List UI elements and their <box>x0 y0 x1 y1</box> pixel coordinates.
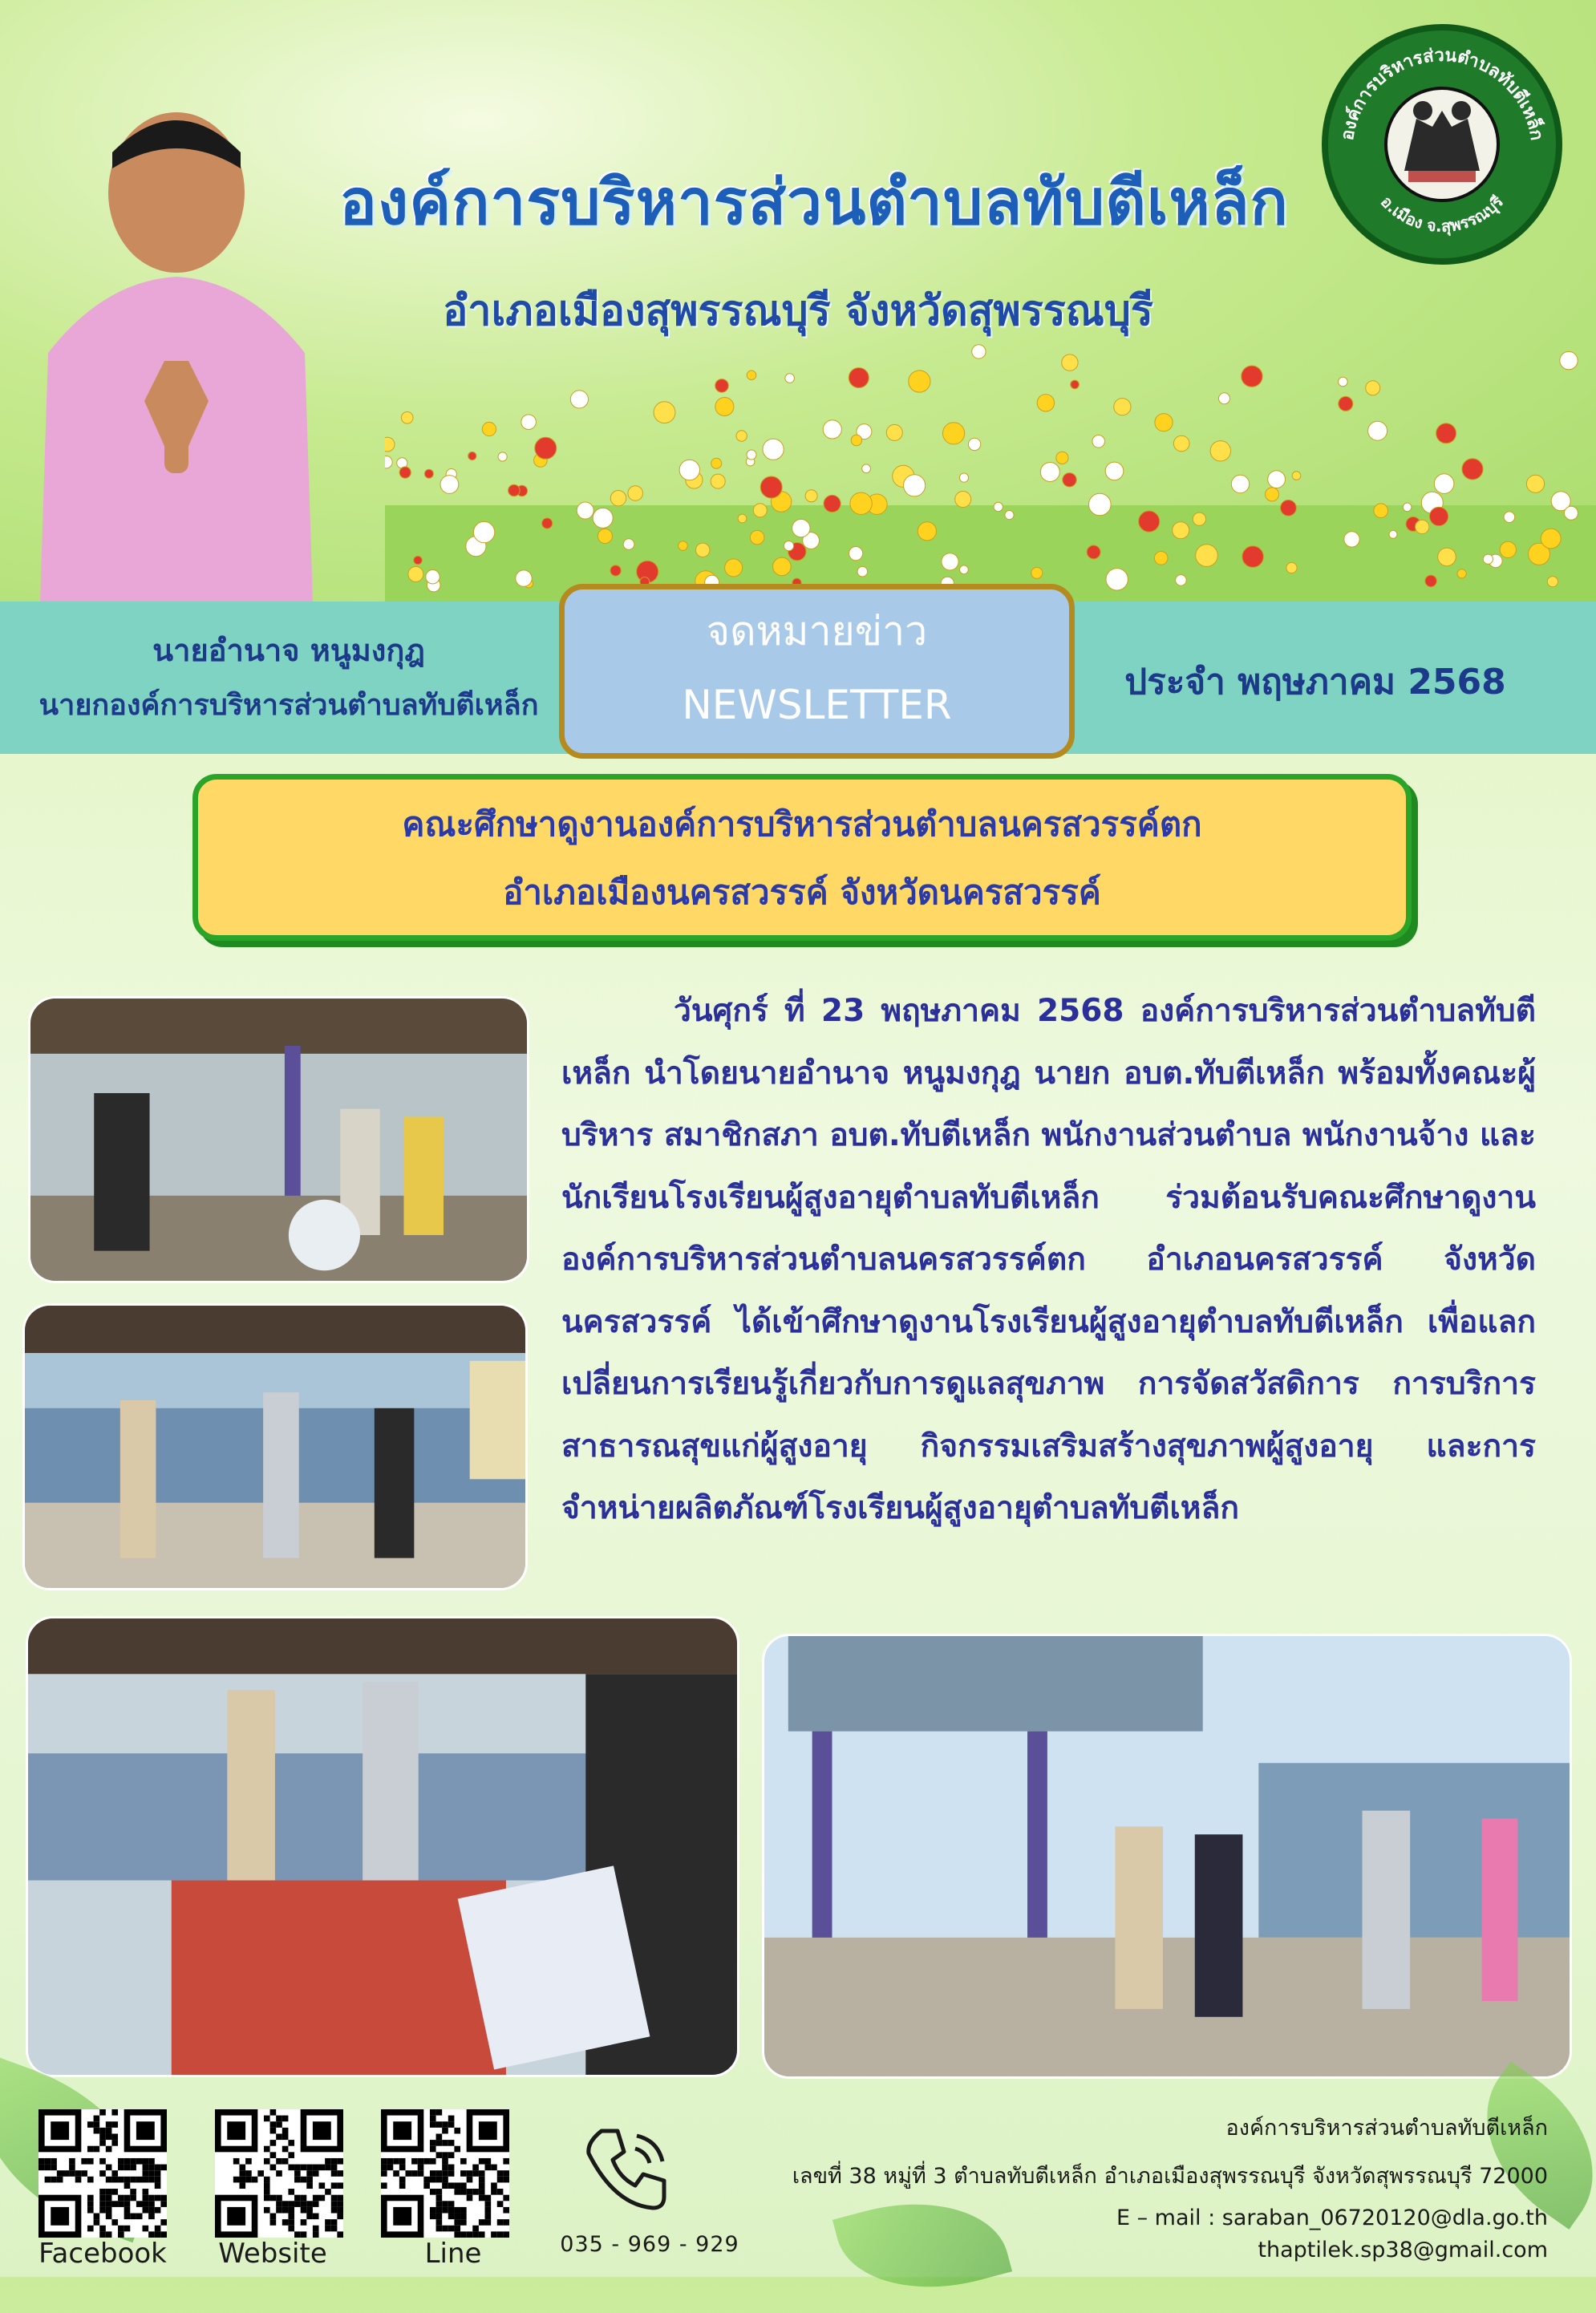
flower-mark <box>424 469 433 478</box>
flower-mark <box>679 460 699 480</box>
flower-mark <box>1541 529 1561 549</box>
mayor-portrait <box>8 96 345 602</box>
flower-mark <box>610 565 621 576</box>
phone-icon <box>577 2121 674 2218</box>
district-subtitle: อำเภอเมืองสุพรรณบุรี จังหวัดสุพรรณบุรี <box>443 287 1153 335</box>
flower-mark <box>968 438 980 450</box>
flower-field-illustration <box>385 321 1596 602</box>
flower-mark <box>516 570 532 586</box>
issue-date: ประจำ พฤษภาคม 2568 <box>1124 662 1506 703</box>
flower-mark <box>1292 472 1301 480</box>
address-org: องค์การบริหารส่วนตำบลทับตีเหล็ก <box>1225 2116 1548 2141</box>
flower-mark <box>521 415 537 430</box>
flower-mark <box>917 522 936 541</box>
flower-mark <box>399 467 411 478</box>
flower-mark <box>763 439 784 460</box>
flower-mark <box>542 518 553 529</box>
flower-mark <box>1005 511 1014 520</box>
flower-mark <box>959 473 968 482</box>
flower-mark <box>623 539 634 550</box>
qr-code-icon[interactable] <box>215 2109 343 2238</box>
flower-mark <box>1063 473 1076 487</box>
flower-mark <box>1155 414 1173 431</box>
flower-mark <box>1416 520 1429 533</box>
flower-mark <box>1154 552 1168 565</box>
flower-mark <box>1219 393 1230 404</box>
flower-mark <box>628 486 643 501</box>
flower-mark <box>482 422 496 435</box>
flower-mark <box>535 437 557 459</box>
activity-photo-2 <box>22 1303 528 1590</box>
flower-mark <box>851 435 861 445</box>
flower-mark <box>440 476 459 494</box>
flower-mark <box>1281 500 1297 516</box>
flower-mark <box>1438 548 1456 566</box>
flower-mark <box>679 541 688 551</box>
svg-text:องค์การบริหารส่วนตำบลทับตีเหล็: องค์การบริหารส่วนตำบลทับตีเหล็ก <box>1337 45 1547 142</box>
flower-mark <box>1040 463 1059 482</box>
flower-mark <box>385 456 392 468</box>
flower-mark <box>711 474 725 488</box>
flower-mark <box>753 504 767 517</box>
activity-photo-4 <box>762 1634 1572 2079</box>
flower-mark <box>805 490 817 502</box>
flower-mark <box>715 379 729 393</box>
flower-mark <box>1176 575 1187 586</box>
flower-mark <box>1139 511 1160 532</box>
flower-mark <box>1266 488 1279 501</box>
flower-mark <box>1462 459 1483 480</box>
flower-mark <box>1286 562 1297 573</box>
flower-mark <box>1500 541 1516 557</box>
flower-mark <box>738 514 747 523</box>
flower-mark <box>725 559 743 577</box>
flower-mark <box>1193 512 1205 525</box>
flower-mark <box>1231 475 1249 492</box>
leaf-decoration-right <box>1451 2061 1596 2230</box>
flower-mark <box>508 484 521 496</box>
flower-mark <box>760 476 782 498</box>
flower-mark <box>972 345 986 358</box>
flower-mark <box>1483 554 1493 564</box>
flower-mark <box>577 502 593 519</box>
flower-mark <box>784 541 793 551</box>
flower-mark <box>715 398 734 416</box>
flower-mark <box>1403 503 1412 512</box>
flower-mark <box>955 492 971 508</box>
logo-seal-icon <box>1328 30 1556 258</box>
flower-mark <box>785 374 795 383</box>
flower-mark <box>886 424 902 440</box>
flower-mark <box>904 475 926 496</box>
flower-mark <box>824 495 841 512</box>
article-body: วันศุกร์ ที่ 23 พฤษภาคม 2568 องค์การบริหารส่วนตำบลทับตีเหล็ก นำโดยนายอำนาจ หนูมงกุฎ นายก อบต.ทับตีเหล็ก พร้อมทั้งคณะผู้บริหาร สมาชิกสภา อบต.ทับตีเหล็ก พนักงานส่วนตำบล พนักงานจ้าง และนักเรียนโรงเรียนผู้สูงอายุตำบลทับตีเหล็ก ร่วมต้อนรับคณะศึกษาดูงานองค์การบริหารส่วนตำบลนครสวรรค์ตก อำเภอนครสวรรค์ จังหวัดนครสวรรค์ ได้เข้าศึกษาดูงานโรงเรียนผู้สูงอายุตำบลทับตีเหล็ก เพื่อแลกเปลี่ยนการเรียนรู้เกี่ยวกับการดูแลสุขภาพ การจัดสวัสดิการ การบริการสาธารณสุขแก่ผู้สูงอายุ กิจกรรมเสริมสร้างสุขภาพผู้สูงอายุ และการจำหน่ายผลิตภัณฑ์โรงเรียนผู้สูงอายุตำบลทับตีเหล็ก <box>561 993 1536 1526</box>
flower-mark <box>1242 546 1264 568</box>
flower-mark <box>1457 569 1466 578</box>
flower-mark <box>426 570 440 584</box>
flower-mark <box>849 368 869 388</box>
flower-mark <box>1389 530 1397 538</box>
flower-mark <box>473 521 494 542</box>
flower-mark <box>1434 474 1454 494</box>
flower-mark <box>1071 380 1080 389</box>
flower-mark <box>1242 366 1262 387</box>
flower-mark <box>1031 567 1043 578</box>
flower-mark <box>1087 545 1100 559</box>
activity-photo-3 <box>26 1616 739 2077</box>
flower-mark <box>696 543 710 557</box>
flower-mark <box>498 452 507 461</box>
flower-mark <box>597 529 612 544</box>
flower-mark <box>747 450 756 460</box>
flower-mark <box>468 452 476 460</box>
flower-mark <box>593 508 613 528</box>
qr-code-icon[interactable] <box>38 2109 167 2238</box>
email-official[interactable]: E – mail : saraban_06720120@dla.go.th <box>1116 2206 1548 2230</box>
flower-mark <box>654 402 675 423</box>
flower-mark <box>1339 396 1353 411</box>
mayor-position: นายกองค์การบริหารส่วนตำบลทับตีเหล็ก <box>38 689 539 722</box>
flower-mark <box>711 458 722 468</box>
flower-mark <box>385 437 395 452</box>
flower-mark <box>750 530 764 544</box>
flower-mark <box>570 391 588 408</box>
flower-mark <box>1089 493 1112 516</box>
flower-mark <box>1062 354 1078 371</box>
flower-mark <box>1056 452 1068 464</box>
org-logo <box>1322 24 1562 265</box>
phone-number[interactable]: 035 - 969 - 929 <box>560 2232 739 2257</box>
flower-mark <box>1436 423 1456 444</box>
flower-mark <box>942 553 958 570</box>
flower-mark <box>792 519 810 537</box>
flower-mark <box>1105 462 1124 480</box>
qr-label-line[interactable]: Line <box>424 2238 482 2270</box>
flower-mark <box>1560 351 1578 369</box>
flower-mark <box>1344 532 1359 547</box>
flower-mark <box>943 423 965 444</box>
qr-code-icon[interactable] <box>381 2109 509 2238</box>
flower-mark <box>1374 504 1388 518</box>
flower-mark <box>1114 399 1131 415</box>
flower-mark <box>1173 435 1189 452</box>
email-secondary[interactable]: thaptilek.sp38@gmail.com <box>1258 2238 1548 2262</box>
flower-mark <box>960 565 969 574</box>
svg-text:อ.เมือง จ.สุพรรณบุรี: อ.เมือง จ.สุพรรณบุรี <box>1376 192 1508 236</box>
flower-mark <box>1429 507 1448 525</box>
activity-photo-1 <box>28 996 529 1283</box>
flower-mark <box>1504 512 1515 523</box>
flower-mark <box>1339 377 1348 387</box>
address-line: เลขที่ 38 หมู่ที่ 3 ตำบลทับตีเหล็ก อำเภอเมืองสุพรรณบุรี จังหวัดสุพรรณบุรี 72000 <box>792 2164 1548 2189</box>
flower-mark <box>1173 522 1189 539</box>
flower-mark <box>408 566 423 581</box>
flower-mark <box>1425 575 1437 587</box>
flower-mark <box>1565 506 1578 520</box>
flower-mark <box>610 491 626 506</box>
flower-mark <box>1547 577 1558 587</box>
flower-mark <box>1368 421 1387 440</box>
flower-mark <box>862 464 871 473</box>
flower-mark <box>1106 569 1128 590</box>
newsletter-title-th: จดหมายข่าว <box>706 608 928 654</box>
flower-mark <box>850 492 872 514</box>
flower-mark <box>401 412 413 424</box>
flower-mark <box>747 371 756 380</box>
flower-mark <box>849 547 863 561</box>
flower-mark <box>1037 395 1054 411</box>
flower-mark <box>1196 545 1218 567</box>
qr-label-facebook[interactable]: Facebook <box>38 2238 167 2270</box>
flower-mark <box>1366 381 1380 395</box>
newsletter-title-en: NEWSLETTER <box>682 682 952 728</box>
flower-mark <box>994 502 1003 511</box>
flower-mark <box>1210 441 1230 461</box>
flower-mark <box>1092 435 1105 448</box>
qr-label-website[interactable]: Website <box>218 2238 327 2270</box>
flower-mark <box>1268 471 1286 488</box>
flower-mark <box>1526 475 1544 492</box>
flower-mark <box>857 566 868 577</box>
headline-line-2: อำเภอเมืองนครสวรรค์ จังหวัดนครสวรรค์ <box>503 873 1101 912</box>
mayor-name: นายอำนาจ หนูมงกุฎ <box>152 633 425 668</box>
flower-mark <box>414 556 423 565</box>
flower-mark <box>909 371 930 392</box>
flower-mark <box>823 420 841 439</box>
flower-mark <box>736 431 747 441</box>
org-title: องค์การบริหารส่วนตำบลทับตีเหล็ก <box>339 167 1289 239</box>
headline-line-1: คณะศึกษาดูงานองค์การบริหารส่วนตำบลนครสวรรค์ตก <box>402 804 1202 844</box>
flower-mark <box>773 557 792 576</box>
